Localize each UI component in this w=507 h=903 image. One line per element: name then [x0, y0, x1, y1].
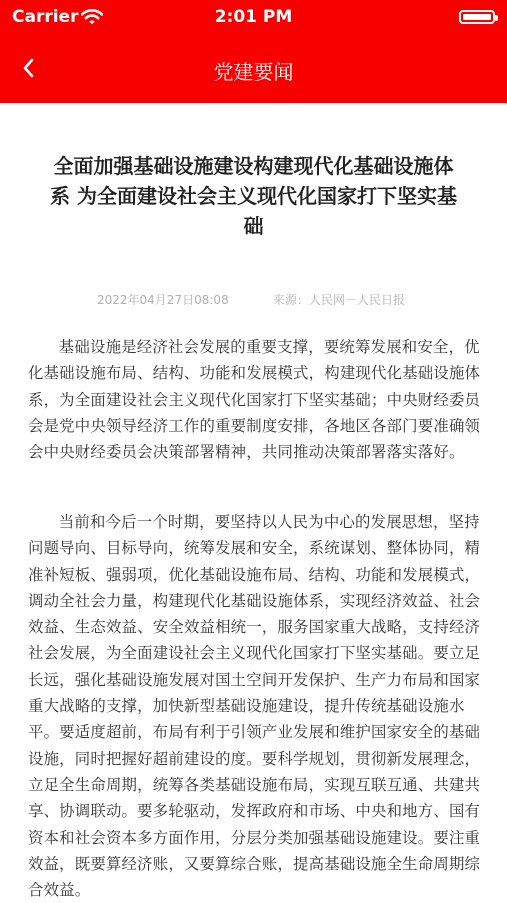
publish-date: 2022年04月27日08:08 [97, 293, 229, 307]
article-paragraph: 当前和今后一个时期，要坚持以人民为中心的发展思想，坚持问题导向、目标导向，统筹发展和安全，系统谋划、整体协同，精准补短板、强弱项，优化基础设施布局、结构、功能和发展模式，调动全社会力量，构建现代化基础设施体系，实现经济效益、社会效益、生态效益、安全效益相统一，服务国家重大战略，支持经济社会发展，为全面建设社会主义现代化国家打下坚实基础。要立足长远，强化基础设施发展对国土空间开发保护、生产力布局和国家重大战略的支撑，加快新型基础设施建设，提升传统基础设施水平。要适度超前，布局有利于引领产业发展和维护国家安全的基础设施，同时把握好超前建设的度。要科学规划，贯彻新发展理念，立足全生命周期，统筹各类基础设施布局，实现互联互通、共建共享、协调联动。要多轮驱动，发挥政府和市场、中央和地方、国有资本和社会资本多方面作用，分层分类加强基础设施建设。要注重效益，既要算经济账，又要算综合账，提高基础设施全生命周期综合效益。 [28, 513, 481, 900]
status-time: 2:01 PM [214, 7, 293, 27]
article-source: 来源：人民网－人民日报 [273, 293, 406, 307]
page-title: 党建要闻 [213, 60, 294, 84]
carrier-label: Carrier [12, 7, 79, 27]
article-title: 全面加强基础设施建设构建现代化基础设施体系 为全面建设社会主义现代化国家打下坚实基础 [50, 154, 457, 238]
navigation-bar [0, 34, 507, 103]
article-paragraph: 基础设施是经济社会发展的重要支撑，要统筹发展和安全，优化基础设施布局、结构、功能和发展模式，构建现代化基础设施体系，为全面建设社会主义现代化国家打下坚实基础；中央财经委员会是党中央领导经济工作的重要制度安排，各地区各部门要准确领会中央财经委员会决策部署精神，共同推动决策部署落实落好。 [28, 338, 481, 462]
app-header [0, 0, 507, 103]
status-bar [0, 0, 507, 34]
battery-icon [459, 10, 495, 24]
